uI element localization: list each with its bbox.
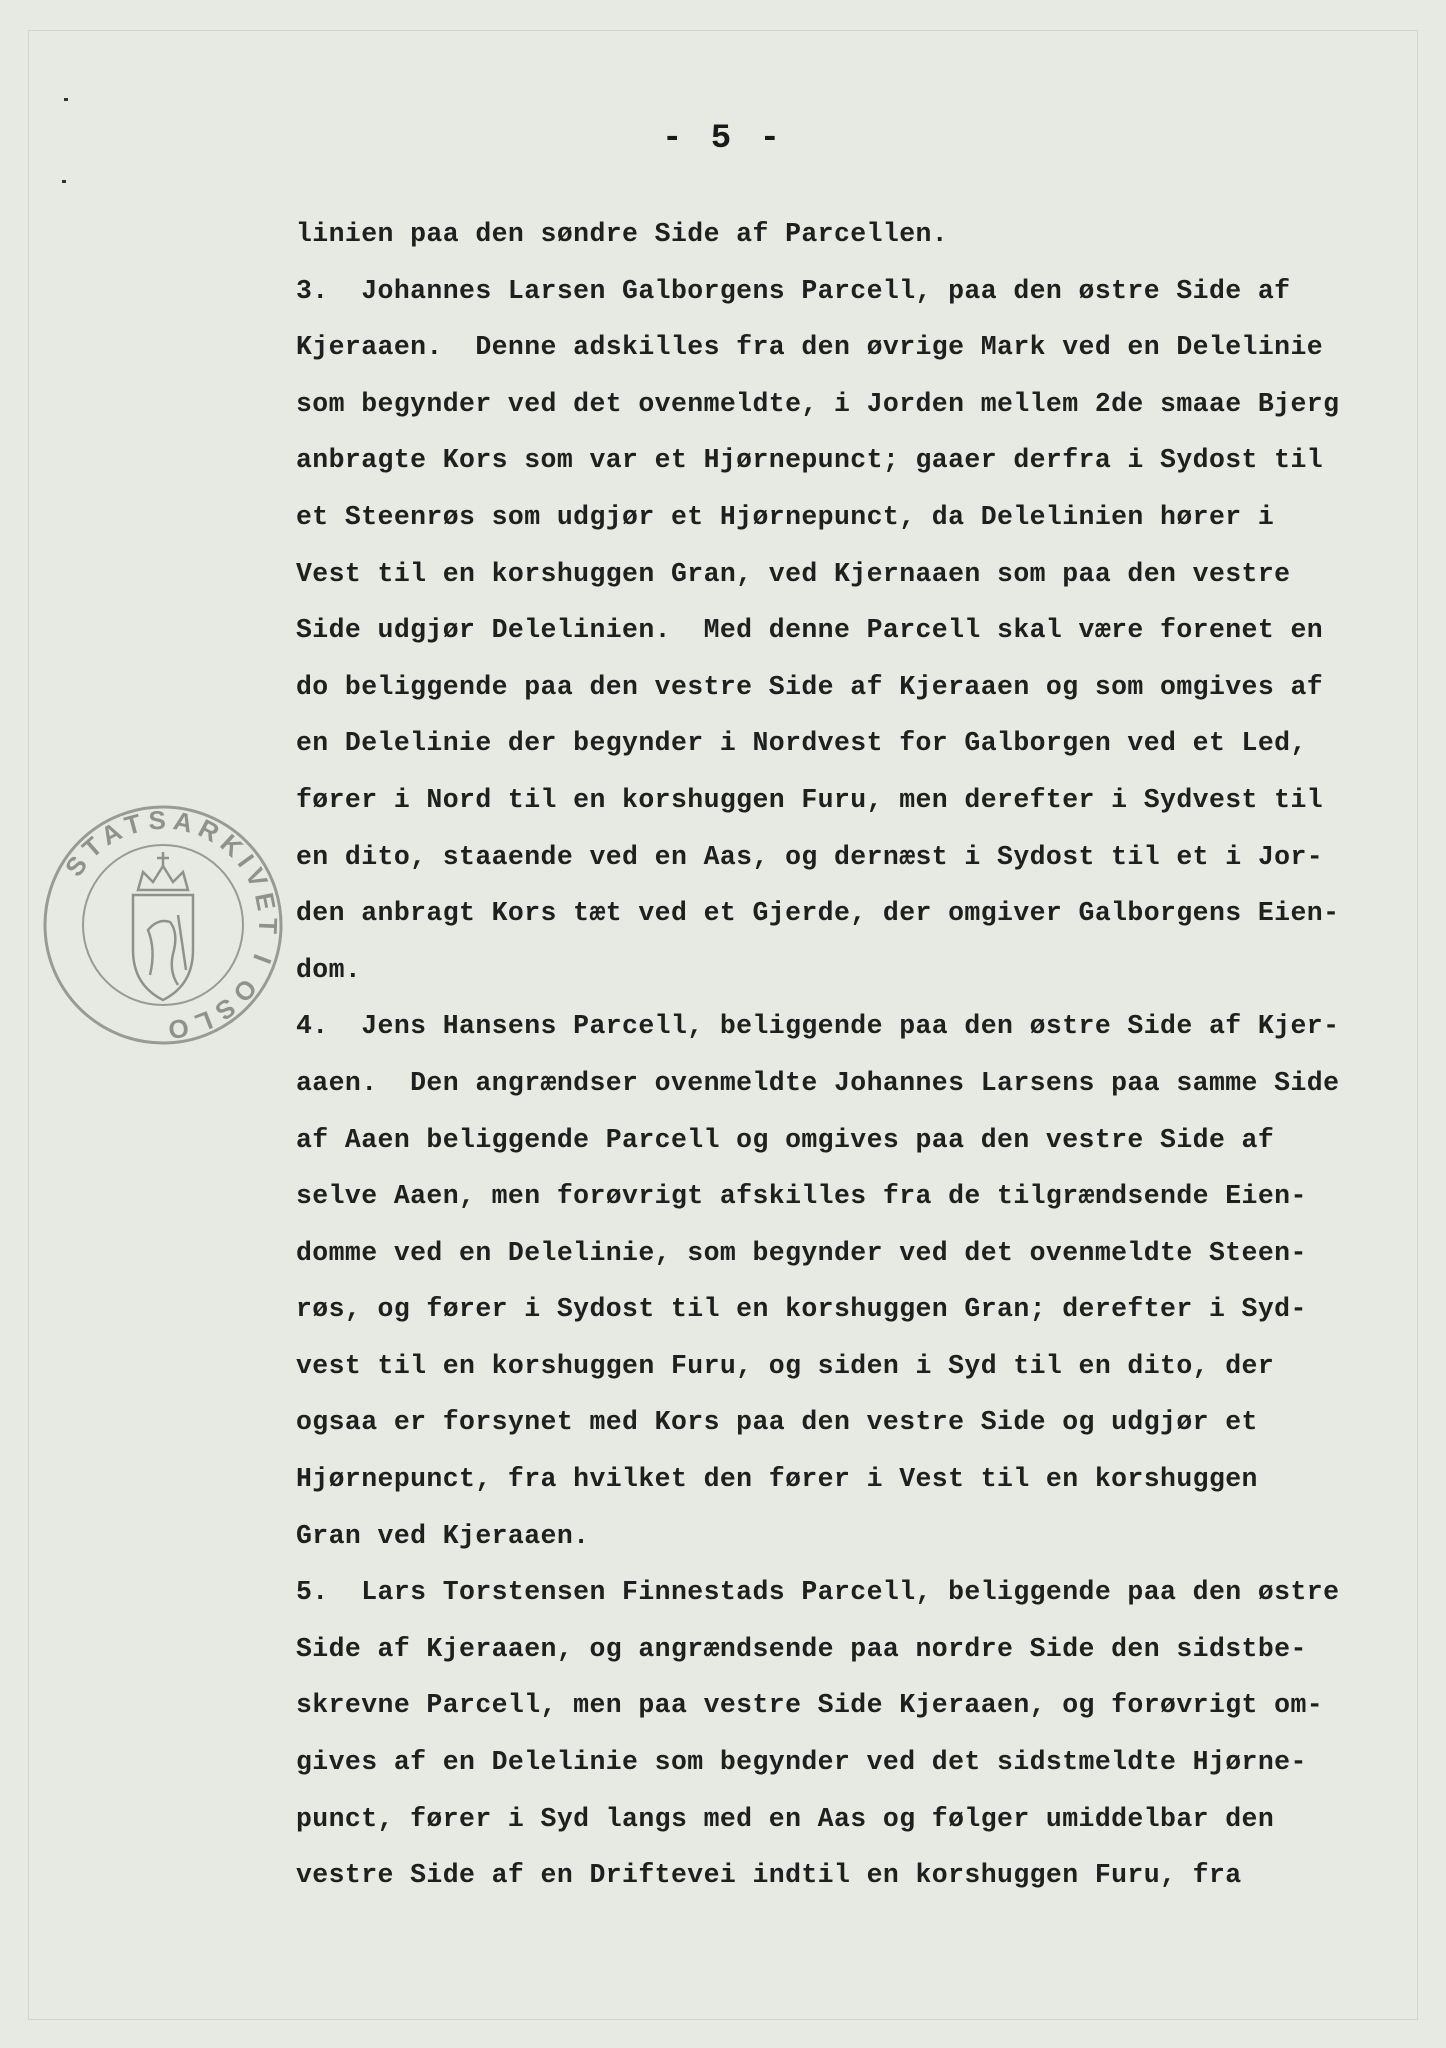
text-line: anbragte Kors som var et Hjørnepunct; gaaer derfra i Sydost til bbox=[296, 445, 1324, 476]
text-line: selve Aaen, men forøvrigt afskilles fra de tilgrændsende Eien- bbox=[296, 1181, 1307, 1212]
archive-stamp bbox=[38, 800, 288, 1050]
text-line: som begynder ved det ovenmeldte, i Jorden mellem 2de smaae Bjerg bbox=[296, 388, 1340, 419]
text-line: den anbragt Kors tæt ved et Gjerde, der omgiver Galborgens Eien- bbox=[296, 898, 1340, 929]
text-line: aaen. Den angrændser ovenmeldte Johannes Larsens paa samme Side bbox=[296, 1067, 1340, 1098]
document-body bbox=[296, 206, 1416, 1904]
text-line: dom. bbox=[296, 954, 362, 985]
text-line: vestre Side af en Driftevei indtil en korshuggen Furu, fra bbox=[296, 1860, 1242, 1891]
text-line: fører i Nord til en korshuggen Furu, men derefter i Sydvest til bbox=[296, 784, 1324, 815]
coat-of-arms-icon bbox=[133, 852, 193, 1000]
text-line: en Delelinie der begynder i Nordvest for Galborgen ved et Led, bbox=[296, 728, 1307, 759]
page-number: - 5 - bbox=[661, 120, 785, 158]
text-line: gives af en Delelinie som begynder ved det sidstmeldte Hjørne- bbox=[296, 1747, 1307, 1778]
text-line: Vest til en korshuggen Gran, ved Kjernaaen som paa den vestre bbox=[296, 558, 1291, 589]
text-line: en dito, staaende ved en Aas, og dernæst i Sydost til et i Jor- bbox=[296, 841, 1324, 872]
text-line: røs, og fører i Sydost til en korshuggen Gran; derefter i Syd- bbox=[296, 1294, 1307, 1325]
text-line: 4. Jens Hansens Parcell, beliggende paa den østre Side af Kjer- bbox=[296, 1011, 1340, 1042]
text-line: do beliggende paa den vestre Side af Kjeraaen og som omgives af bbox=[296, 671, 1324, 702]
text-line: domme ved en Delelinie, som begynder ved det ovenmeldte Steen- bbox=[296, 1237, 1307, 1268]
text-line: Hjørnepunct, fra hvilket den fører i Vest til en korshuggen bbox=[296, 1464, 1258, 1495]
text-line: Side af Kjeraaen, og angrændsende paa nordre Side den sidstbe- bbox=[296, 1633, 1307, 1664]
text-line: ogsaa er forsynet med Kors paa den vestre Side og udgjør et bbox=[296, 1407, 1258, 1438]
text-line: et Steenrøs som udgjør et Hjørnepunct, da Delelinien hører i bbox=[296, 501, 1275, 532]
text-line: Kjeraaen. Denne adskilles fra den øvrige Mark ved en Delelinie bbox=[296, 332, 1324, 363]
text-line: skrevne Parcell, men paa vestre Side Kjeraaen, og forøvrigt om- bbox=[296, 1690, 1324, 1721]
text-line: 5. Lars Torstensen Finnestads Parcell, beliggende paa den østre bbox=[296, 1577, 1340, 1608]
text-line: af Aaen beliggende Parcell og omgives paa den vestre Side af bbox=[296, 1124, 1275, 1155]
text-line: Gran ved Kjeraaen. bbox=[296, 1520, 590, 1551]
margin-mark bbox=[64, 98, 68, 101]
text-line: 3. Johannes Larsen Galborgens Parcell, paa den østre Side af bbox=[296, 275, 1291, 306]
margin-mark bbox=[62, 180, 66, 183]
stamp-text: STATSARKIVET I OSLO bbox=[58, 804, 284, 1046]
text-line: linien paa den søndre Side af Parcellen. bbox=[296, 219, 949, 249]
text-line: punct, fører i Syd langs med en Aas og følger umiddelbar den bbox=[296, 1803, 1275, 1834]
text-line: vest til en korshuggen Furu, og siden i Syd til en dito, der bbox=[296, 1350, 1275, 1381]
text-line: Side udgjør Delelinien. Med denne Parcell skal være forenet en bbox=[296, 615, 1324, 646]
